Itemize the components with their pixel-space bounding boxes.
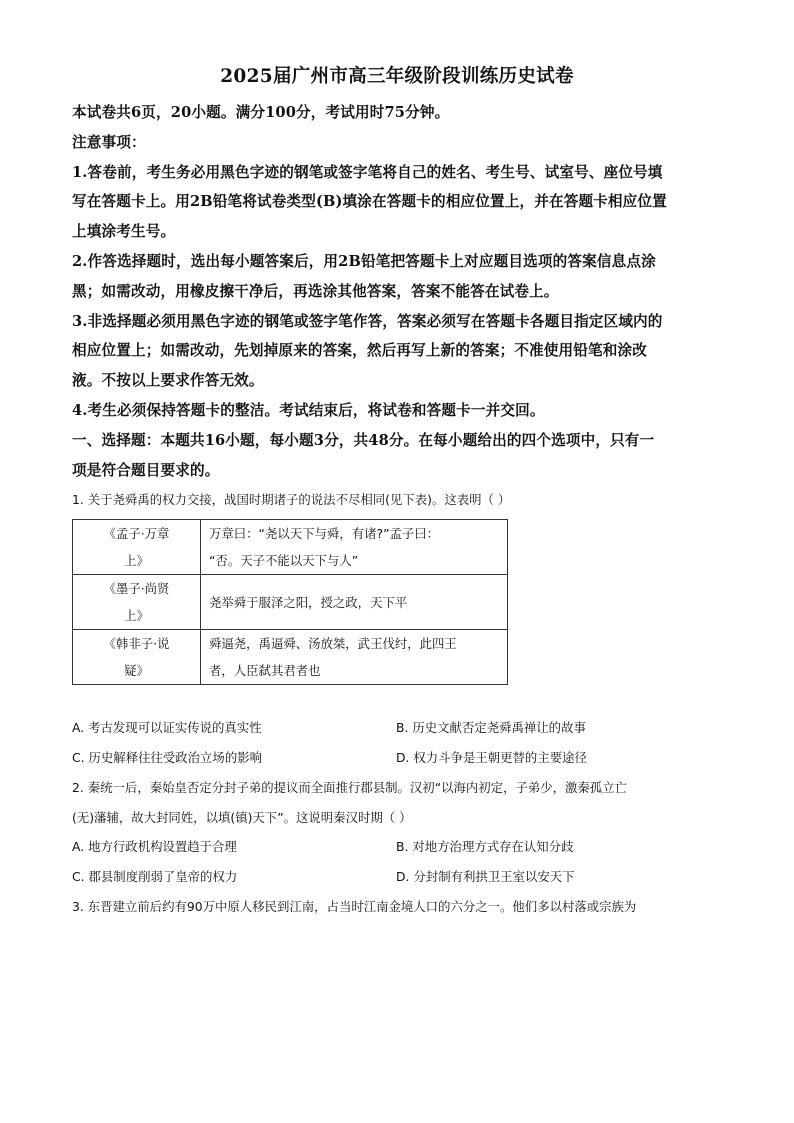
table-row xyxy=(73,520,508,575)
notes-line: 1.答卷前，考生务必用黑色字迹的钢笔或签字笔将自己的姓名、考生号、试室号、座位号填 xyxy=(72,163,663,181)
options-row xyxy=(72,862,722,892)
option-a[interactable]: A. 地方行政机构设置趋于合理 xyxy=(72,839,237,855)
source-content-cell xyxy=(201,520,508,575)
question-stem-line: 3. 东晋建立前后约有90万中原人移民到江南，占当时江南金境人口的六分之一。他们多以村落或宗族为 xyxy=(72,898,637,914)
option-b[interactable]: B. 历史文献否定尧舜禹禅让的故事 xyxy=(396,720,586,736)
section-heading-line: 一、选择题：本题共16小题，每小题3分，共48分。在每小题给出的四个选项中，只有一 xyxy=(72,431,655,449)
notes-list xyxy=(72,158,722,426)
exam-summary: 本试卷共6页，20小题。满分100分，考试用时75分钟。 xyxy=(72,104,450,121)
option-d[interactable]: D. 权力斗争是王朝更替的主要途径 xyxy=(396,749,587,765)
option-c[interactable]: C. 郡县制度削弱了皇帝的权力 xyxy=(72,869,238,885)
options-row xyxy=(72,713,722,743)
source-name-line: 上》 xyxy=(124,608,149,624)
question-2 xyxy=(72,773,722,892)
notes-line: 液。不按以上要求作答无效。 xyxy=(72,372,264,390)
question-stem: 1. 关于尧舜禹的权力交接，战国时期诸子的说法不尽相同(见下表)。这表明（ ） xyxy=(72,492,511,508)
source-name-line: 《孟子·万章 xyxy=(103,526,170,542)
source-name-line: 《墨子·尚贤 xyxy=(103,581,170,597)
source-name-line: 上》 xyxy=(124,553,149,569)
source-content-line: 者，人臣弑其君者也 xyxy=(209,663,321,679)
option-d[interactable]: D. 分封制有利拱卫王室以安天下 xyxy=(396,869,575,885)
option-a[interactable]: A. 考古发现可以证实传说的真实性 xyxy=(72,720,262,736)
notes-line: 3.非选择题必须用黑色字迹的钢笔或签字笔作答，答案必须写在答题卡各题目指定区域内的 xyxy=(72,312,663,330)
exam-page xyxy=(72,62,722,922)
options-row xyxy=(72,832,722,862)
option-b[interactable]: B. 对地方治理方式存在认知分歧 xyxy=(396,839,574,855)
notes-line: 黑；如需改动，用橡皮擦干净后，再选涂其他答案，答案不能答在试卷上。 xyxy=(72,282,559,300)
notes-line: 写在答题卡上。用2B铅笔将试卷类型(B)填涂在答题卡的相应位置上，并在答题卡相应位置 xyxy=(72,193,667,211)
source-name-cell xyxy=(73,520,201,575)
source-content-line: 尧举舜于服泽之阳，授之政，天下平 xyxy=(209,594,408,610)
source-name-cell xyxy=(73,575,201,630)
table-row xyxy=(73,630,508,685)
options-row xyxy=(72,743,722,773)
section-heading xyxy=(72,426,722,486)
exam-title: 2025届广州市高三年级阶段训练历史试卷 xyxy=(220,66,574,87)
question-1 xyxy=(72,485,722,772)
source-content-cell xyxy=(201,630,508,685)
source-name-line: 《韩非子·说 xyxy=(103,636,170,652)
source-content-line: 舜逼尧，禹逼舜、汤放桀，武王伐纣，此四王 xyxy=(209,636,457,652)
section-heading-line: 项是符合题目要求的。 xyxy=(72,461,220,479)
question-stem-line: 2. 秦统一后，秦始皇否定分封子弟的提议而全面推行郡县制。汉初“以海内初定，子弟少，激秦孤立亡 xyxy=(72,779,627,795)
source-content-line: 万章曰：“尧以天下与舜，有诸?”孟子曰： xyxy=(209,526,440,542)
question-3 xyxy=(72,892,722,922)
option-c[interactable]: C. 历史解释往往受政治立场的影响 xyxy=(72,749,262,765)
source-name-cell xyxy=(73,630,201,685)
source-content-line: “否。天子不能以天下与人” xyxy=(209,553,359,569)
source-table xyxy=(72,519,508,685)
question-stem-line: (无)藩辅，故大封同姓，以填(镇)天下”。这说明秦汉时期（ ） xyxy=(72,809,412,825)
notes-heading: 注意事项： xyxy=(72,133,146,151)
table-row xyxy=(73,575,508,630)
notes-line: 相应位置上；如需改动，先划掉原来的答案，然后再写上新的答案；不准使用铅笔和涂改 xyxy=(72,342,648,360)
notes-line: 4.考生必须保持答题卡的整洁。考试结束后，将试卷和答题卡一并交回。 xyxy=(72,401,545,419)
source-content-cell xyxy=(201,575,508,630)
source-name-line: 疑》 xyxy=(124,663,149,679)
notes-line: 上填涂考生号。 xyxy=(72,223,176,241)
notes-line: 2.作答选择题时，选出每小题答案后，用2B铅笔把答题卡上对应题目选项的答案信息点涂 xyxy=(72,252,656,270)
